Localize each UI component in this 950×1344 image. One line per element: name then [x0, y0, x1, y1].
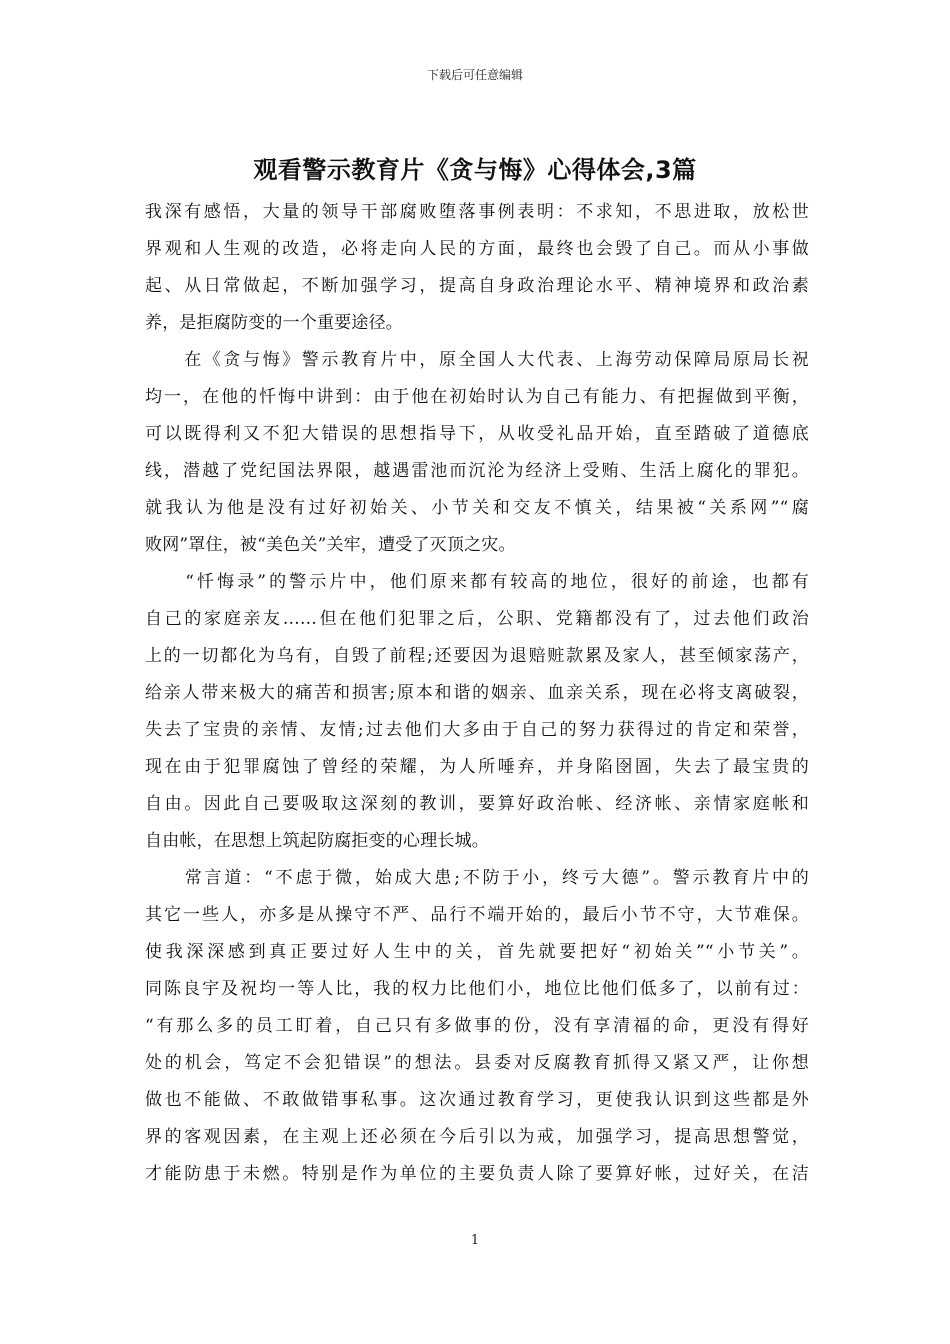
text-line: 败网”罩住，被“美色关”关牢，遭受了灭顶之灾。	[145, 535, 516, 555]
text-line: 自己的家庭亲友……但在他们犯罪之后，公职、党籍都没有了，过去他们政治	[145, 609, 809, 629]
text-line: 界的客观因素，在主观上还必须在今后引以为戒，加强学习，提高思想警觉，	[145, 1127, 809, 1147]
paragraph-4	[145, 860, 809, 1193]
text-line: 在《贪与悔》警示教育片中，原全国人大代表、上海劳动保障局原局长祝	[145, 350, 809, 370]
text-line: 起、从日常做起，不断加强学习，提高自身政治理论水平、精神境界和政治素	[145, 276, 809, 296]
text-line: 就我认为他是没有过好初始关、小节关和交友不慎关，结果被“关系网”“腐	[145, 498, 809, 518]
text-line: 同陈良宇及祝均一等人比，我的权力比他们小，地位比他们低多了，以前有过：	[145, 979, 809, 999]
text-line: 自由。因此自己要吸取这深刻的教训，要算好政治帐、经济帐、亲情家庭帐和	[145, 794, 809, 814]
text-line: 上的一切都化为乌有，自毁了前程;还要因为退赔赃款累及家人，甚至倾家荡产，	[145, 646, 809, 666]
page-header-note: 下载后可任意编辑	[426, 68, 523, 82]
document-body	[145, 194, 809, 1193]
text-line: 界观和人生观的改造，必将走向人民的方面，最终也会毁了自己。而从小事做	[145, 239, 809, 259]
text-line: 自由帐，在思想上筑起防腐拒变的心理长城。	[145, 831, 489, 851]
page-number: 1	[470, 1233, 480, 1248]
text-line: 处的机会，笃定不会犯错误”的想法。县委对反腐教育抓得又紧又严，让你想	[145, 1053, 809, 1073]
text-line: 均一，在他的忏悔中讲到：由于他在初始时认为自己有能力、有把握做到平衡，	[145, 387, 809, 407]
text-line: “有那么多的员工盯着，自己只有多做事的份，没有享清福的命，更没有得好	[145, 1016, 809, 1036]
paragraph-2	[145, 342, 809, 564]
paragraph-1	[145, 194, 809, 342]
text-line: 失去了宝贵的亲情、友情;过去他们大多由于自己的努力获得过的肯定和荣誉，	[145, 720, 809, 740]
text-line: 其它一些人，亦多是从操守不严、品行不端开始的，最后小节不守，大节难保。	[145, 905, 809, 925]
document-title: 观看警示教育片《贪与悔》心得体会,3篇	[253, 156, 697, 184]
text-line: 使我深深感到真正要过好人生中的关，首先就要把好“初始关”“小节关”。	[145, 942, 809, 962]
text-line: 才能防患于未燃。特别是作为单位的主要负责人除了要算好帐，过好关，在洁	[145, 1164, 809, 1184]
text-line: 线，潜越了党纪国法界限，越遇雷池而沉沦为经济上受贿、生活上腐化的罪犯。	[145, 461, 809, 481]
text-line: 给亲人带来极大的痛苦和损害;原本和谐的姻亲、血亲关系，现在必将支离破裂，	[145, 683, 809, 703]
text-line: 做也不能做、不敢做错事私事。这次通过教育学习，更使我认识到这些都是外	[145, 1090, 809, 1110]
paragraph-3	[145, 564, 809, 860]
text-line: “忏悔录”的警示片中，他们原来都有较高的地位，很好的前途，也都有	[145, 572, 809, 592]
text-line: 养，是拒腐防变的一个重要途径。	[145, 313, 403, 333]
text-line: 我深有感悟，大量的领导干部腐败堕落事例表明：不求知，不思进取，放松世	[145, 202, 809, 222]
text-line: 可以既得利又不犯大错误的思想指导下，从收受礼品开始，直至踏破了道德底	[145, 424, 809, 444]
text-line: 常言道：“不虑于微，始成大患;不防于小，终亏大德”。警示教育片中的	[145, 868, 809, 888]
text-line: 现在由于犯罪腐蚀了曾经的荣耀，为人所唾弃，并身陷囹圄，失去了最宝贵的	[145, 757, 809, 777]
